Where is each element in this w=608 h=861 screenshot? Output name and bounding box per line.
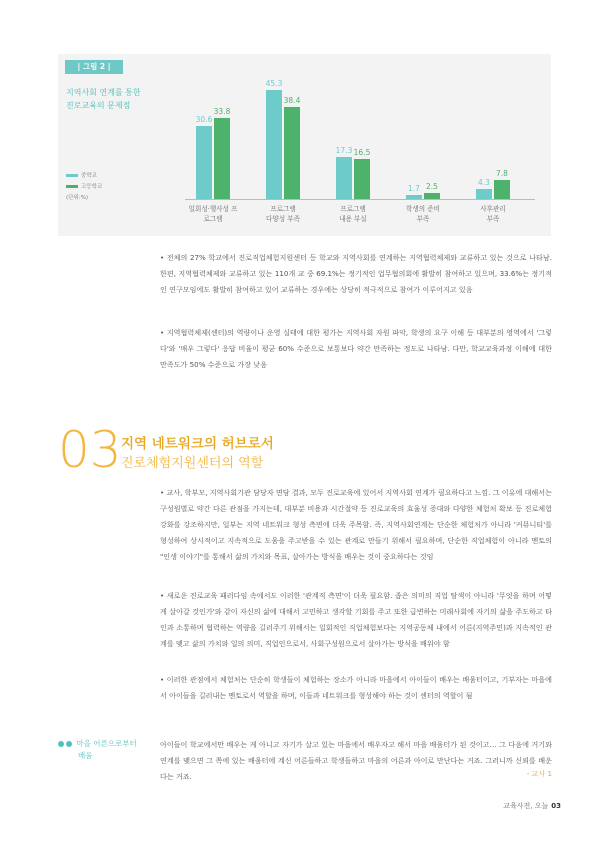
category-label-2: 프로그램 내용 부실 [339, 205, 367, 223]
section-subtitle: 진로체험지원센터의 역할 [121, 456, 264, 471]
data-label-high-2: 16.5 [353, 148, 371, 158]
bar-high-2 [354, 159, 370, 199]
figure-title-line2: 진로교육의 문제점 [66, 101, 131, 110]
data-label-middle-0: 30.6 [195, 114, 213, 124]
paragraph-section-2: • 새로운 진로교육 패러다임 속에서도 이러한 '관계적 측면'이 더욱 필요함. 좁은 의미의 직업 탐색이 아니라 '무엇을 하며 어떻게 살아갈 것인가'와 같이 자신의 삶에 대해서 고민하고 생각할 기회를 주고 또한 급변하는 미래사회에 자기의 삶을 주도하고 타인과 소통하며 협력하는 역량을 길러주기 위해서는 일회적인 직업체험보다는 지역공동체 내에서 어른(지역주민)과 지속적인 관계를 맺고 삶의 가치와 일의 의미, 직업인으로서, 사회구성원으로서 살아가는 방식을 배워야 함 [160, 588, 552, 652]
data-label-high-0: 33.8 [213, 106, 231, 116]
double-dot-icon [58, 738, 74, 750]
category-label-1: 프로그램 다양성 부족 [266, 205, 300, 223]
data-label-middle-3: 1.7 [408, 183, 420, 193]
quote-heading [58, 738, 137, 762]
data-label-high-3: 2.5 [426, 182, 438, 191]
bar-high-1 [284, 107, 300, 199]
bar-middle-1 [266, 90, 282, 199]
section-number: 03 [58, 421, 122, 479]
quote-source: - 교사 1 [526, 769, 552, 778]
paragraph-top-2: • 지역협력체제(센터)의 역량이나 운영 실태에 대한 평가는 지역사회 자원 파악, 학생의 요구 이해 등 대부분의 영역에서 '그렇다'와 '매우 그렇다' 응답 비율이 평균 60% 수준으로 보통보다 약간 만족하는 정도로 나타남. 다만, 학교교육과정 이해에 대한 만족도가 50% 수준으로 가장 낮음 [160, 325, 552, 373]
bar-high-4 [494, 180, 510, 199]
quote-heading-line2: 배움 [78, 751, 93, 760]
footer-label: 교육사전, 오늘 [503, 802, 549, 810]
paragraph-section-3: • 이러한 관점에서 체험처는 단순히 학생들이 체험하는 장소가 아니라 마을에서 아이들이 배우는 배움터이고, 기부자는 마을에서 아이들을 길러내는 멘토로서 역할을 하며, 이들과 네트워크를 형성해야 하는 것이 센터의 역할이 됨 [160, 672, 552, 704]
bar-middle-4 [476, 189, 492, 199]
bar-high-3 [424, 193, 440, 199]
section-title: 지역 네트워크의 허브로서 [121, 436, 274, 452]
bar-high-0 [214, 118, 230, 199]
data-label-high-1: 38.4 [283, 95, 301, 105]
quote-heading-line1: 마을 어른으로부터 [76, 739, 137, 748]
bar-middle-3 [406, 195, 422, 199]
quote-text: 아이들이 학교에서만 배우는 게 아니고 자기가 살고 있는 마을에서 배우자고 해서 마을 배움터가 된 것이고… 그 다음에 거기와 연계를 맺으면 그 쪽에 있는 배움터에 계신 어른들하고 학생들하고 마을의 어른과 아이로 만난다는 거죠. 그러니까 신뢰를 배운다는 거죠. [160, 740, 552, 781]
figure-title-line1: 지역사회 연계를 통한 [66, 88, 141, 97]
bar-chart [0, 0, 608, 240]
page-footer [503, 801, 561, 811]
data-label-middle-4: 4.3 [478, 177, 490, 187]
legend-item-high: 고등학교 [66, 182, 102, 193]
legend-item-middle: 중학교 [66, 171, 102, 182]
paragraph-top-1: • 전체의 27% 학교에서 진로직업체험지원센터 등 학교와 지역사회를 연계하는 지역협력체제와 교류하고 있는 것으로 나타남. 한편, 지역협력체제와 교류하고 있는 110개 교 중 69.1%는 정기적인 업무협의회에 활발히 참여하고 있으며, 33.6%는 정기적인 연구모임에도 활발히 참여하고 있어 교류하는 경우에는 상당히 적극적으로 참여가 이루어지고 있음 [160, 250, 552, 298]
page-number: 03 [551, 802, 561, 810]
category-label-3: 학생의 준비 부족 [406, 205, 440, 223]
data-label-high-4: 7.8 [496, 169, 508, 179]
category-label-0: 일회성·행사성 프 로그램 [188, 205, 238, 223]
paragraph-section-1: • 교사, 학부모, 지역사회기관 담당자 면담 결과, 모두 진로교육에 있어서 지역사회 연계가 필요하다고 느낌. 그 이유에 대해서는 구성원별로 약간 다른 관점을 가지는데, 대부분 비용과 시간절약 등 진로교육의 효율성 증대와 다양한 체험처 확보 등 진로체험 강화를 강조하지만, 일부는 지역 네트워크 형성 측면에 더욱 주목함. 즉, 지역사회연계는 단순한 체험처가 아니라 '커뮤니티'를 형성하여 상시적이고 지속적으로 도움을 주고받을 수 있는 관계로 만들기 위해서 필요하며, 단순한 직업체험이 아니라 멘토의 "인생 이야기"를 통해서 삶의 가치와 목표, 살아가는 방식을 배우는 것이 중요하다는 것임 [160, 485, 552, 565]
category-label-4: 사후관리 부족 [480, 205, 506, 223]
figure-tag: | 그림 2 | [65, 60, 123, 74]
legend-unit: (단위:%) [66, 195, 88, 201]
data-label-middle-1: 45.3 [265, 79, 283, 89]
data-label-middle-2: 17.3 [335, 146, 353, 156]
bar-middle-0 [196, 126, 212, 199]
bar-middle-2 [336, 157, 352, 199]
